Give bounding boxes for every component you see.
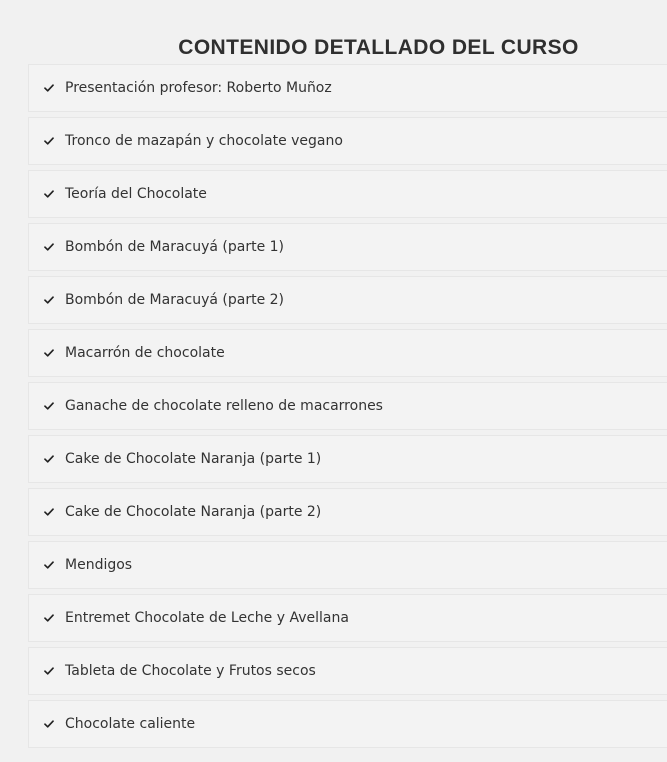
page-title: CONTENIDO DETALLADO DEL CURSO [178,36,579,60]
check-icon [43,82,55,94]
list-item-label: Teoría del Chocolate [65,186,207,202]
list-item-label: Tronco de mazapán y chocolate vegano [65,133,343,149]
check-icon [43,453,55,465]
check-icon [43,718,55,730]
list-item[interactable] [28,329,667,377]
list-item[interactable] [28,276,667,324]
course-content-list [28,64,667,753]
list-item-label: Cake de Chocolate Naranja (parte 1) [65,451,322,467]
list-item[interactable] [28,64,667,112]
check-icon [43,347,55,359]
list-item[interactable] [28,488,667,536]
check-icon [43,241,55,253]
list-item[interactable] [28,170,667,218]
list-item-label: Chocolate caliente [65,716,196,732]
list-item[interactable] [28,647,667,695]
list-item-label: Macarrón de chocolate [65,345,225,361]
check-icon [43,294,55,306]
list-item[interactable] [28,382,667,430]
check-icon [43,400,55,412]
list-item-label: Bombón de Maracuyá (parte 2) [65,292,285,308]
list-item-label: Presentación profesor: Roberto Muñoz [65,80,332,96]
list-item-label: Mendigos [65,557,133,573]
list-item[interactable] [28,700,667,748]
list-item-label: Entremet Chocolate de Leche y Avellana [65,610,349,626]
check-icon [43,506,55,518]
check-icon [43,612,55,624]
list-item[interactable] [28,541,667,589]
list-item[interactable] [28,435,667,483]
list-item-label: Cake de Chocolate Naranja (parte 2) [65,504,322,520]
list-item-label: Ganache de chocolate relleno de macarrones [65,398,383,414]
list-item-label: Bombón de Maracuyá (parte 1) [65,239,285,255]
check-icon [43,135,55,147]
list-item[interactable] [28,594,667,642]
check-icon [43,188,55,200]
list-item-label: Tableta de Chocolate y Frutos secos [65,663,316,679]
list-item[interactable] [28,223,667,271]
list-item[interactable] [28,117,667,165]
check-icon [43,559,55,571]
check-icon [43,665,55,677]
